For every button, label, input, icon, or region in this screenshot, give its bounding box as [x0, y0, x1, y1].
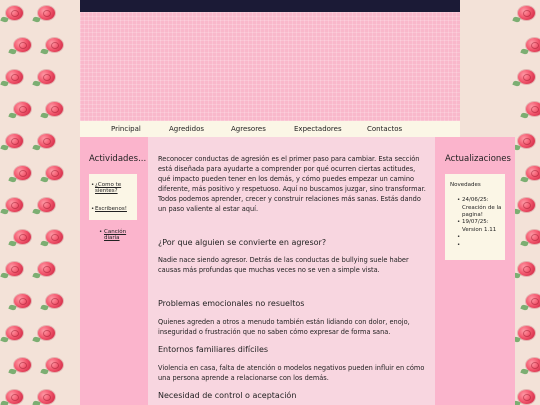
nav-link-agredidos[interactable]: Agredidos	[169, 125, 205, 133]
section-heading: Entornos familiares difíciles	[158, 345, 269, 354]
section-text: Quienes agreden a otros a menudo también están lidiando con dolor, enojo, inseguridad o frustración que no saben cómo expresar de forma sana.	[158, 318, 410, 336]
updates-box	[445, 174, 505, 260]
rose-icon	[14, 38, 31, 52]
rose-icon	[526, 358, 540, 372]
news-title: Novedades	[450, 182, 481, 188]
main-content	[148, 137, 435, 405]
nav-link-principal[interactable]: Principal	[111, 125, 141, 133]
rose-icon	[6, 70, 23, 84]
rose-icon	[14, 230, 31, 244]
rose-icon	[46, 358, 63, 372]
rose-icon	[6, 262, 23, 276]
rose-icon	[518, 134, 535, 148]
rose-icon	[46, 38, 63, 52]
section-heading: Necesidad de control o aceptación	[158, 391, 297, 400]
left-sidebar	[80, 137, 148, 405]
rose-icon	[518, 70, 535, 84]
rose-icon	[38, 326, 55, 340]
section-heading: Problemas emocionales no resueltos	[158, 299, 305, 308]
rose-icon	[526, 38, 540, 52]
nav-link-expectadores[interactable]: Expectadores	[294, 125, 342, 133]
rose-icon	[46, 166, 63, 180]
rose-icon	[46, 294, 63, 308]
rose-icon	[38, 6, 55, 20]
rose-icon	[46, 102, 63, 116]
rose-icon	[38, 198, 55, 212]
daily-song-link[interactable]: • Canción diaria	[104, 229, 134, 241]
rose-icon	[518, 390, 535, 404]
update-item: • 24/06/25: Creación de la pagina!	[462, 197, 506, 220]
updates-title: Actualizaciones	[445, 154, 511, 164]
nav-link-contactos[interactable]: Contactos	[367, 125, 403, 133]
rose-icon	[38, 262, 55, 276]
header-banner	[80, 12, 460, 121]
rose-icon	[14, 358, 31, 372]
rose-icon	[518, 262, 535, 276]
update-item	[462, 242, 506, 249]
rose-icon	[38, 70, 55, 84]
rose-icon	[526, 102, 540, 116]
activity-link-write-us[interactable]: • Escribenos!	[95, 206, 127, 212]
rose-icon	[518, 326, 535, 340]
section-text: Violencia en casa, falta de atención o modelos negativos pueden influir en cómo una persona aprende a relacionarse con los demás.	[158, 364, 425, 382]
rose-icon	[38, 134, 55, 148]
rose-icon	[6, 198, 23, 212]
activities-title: Actividades...	[89, 154, 147, 164]
main-nav	[80, 121, 460, 137]
section-text: Nadie nace siendo agresor. Detrás de las conductas de bullying suele haber causas más profundas que muchas veces no se ven a simple vista.	[158, 256, 409, 274]
rose-icon	[38, 390, 55, 404]
rose-icon	[518, 198, 535, 212]
rose-icon	[46, 230, 63, 244]
update-item: • 19/07/25: Version 1.11	[462, 219, 506, 234]
top-bar	[80, 0, 460, 12]
rose-icon	[6, 134, 23, 148]
rose-icon	[526, 166, 540, 180]
section-heading: ¿Por que alguien se convierte en agresor?	[158, 238, 327, 247]
update-item	[462, 234, 506, 241]
rose-icon	[14, 294, 31, 308]
rose-icon	[526, 230, 540, 244]
rose-icon	[14, 102, 31, 116]
nav-link-agresores[interactable]: Agresores	[231, 125, 266, 133]
activities-box	[89, 174, 137, 220]
right-sidebar	[435, 137, 515, 405]
rose-icon	[6, 326, 23, 340]
intro-paragraph: Reconocer conductas de agresión es el primer paso para cambiar. Esta sección está diseñada para ayudarte a comprender por qué ocurren ciertas actitudes, qué impacto pueden tener en los demás, y cómo puedes empezar un camino diferente, más positivo y respetuoso. Aquí no buscamos juzgar, sino transformar. Todos podemos aprender, crecer y construir relaciones más sanas. Estás dando un paso valiente al estar aquí.	[158, 155, 426, 213]
rose-icon	[6, 390, 23, 404]
rose-icon	[526, 294, 540, 308]
rose-pattern-left	[0, 0, 80, 405]
rose-icon	[6, 6, 23, 20]
activity-link-feelings[interactable]: • ¿Como te sientes?	[95, 182, 135, 194]
rose-icon	[14, 166, 31, 180]
rose-icon	[518, 6, 535, 20]
